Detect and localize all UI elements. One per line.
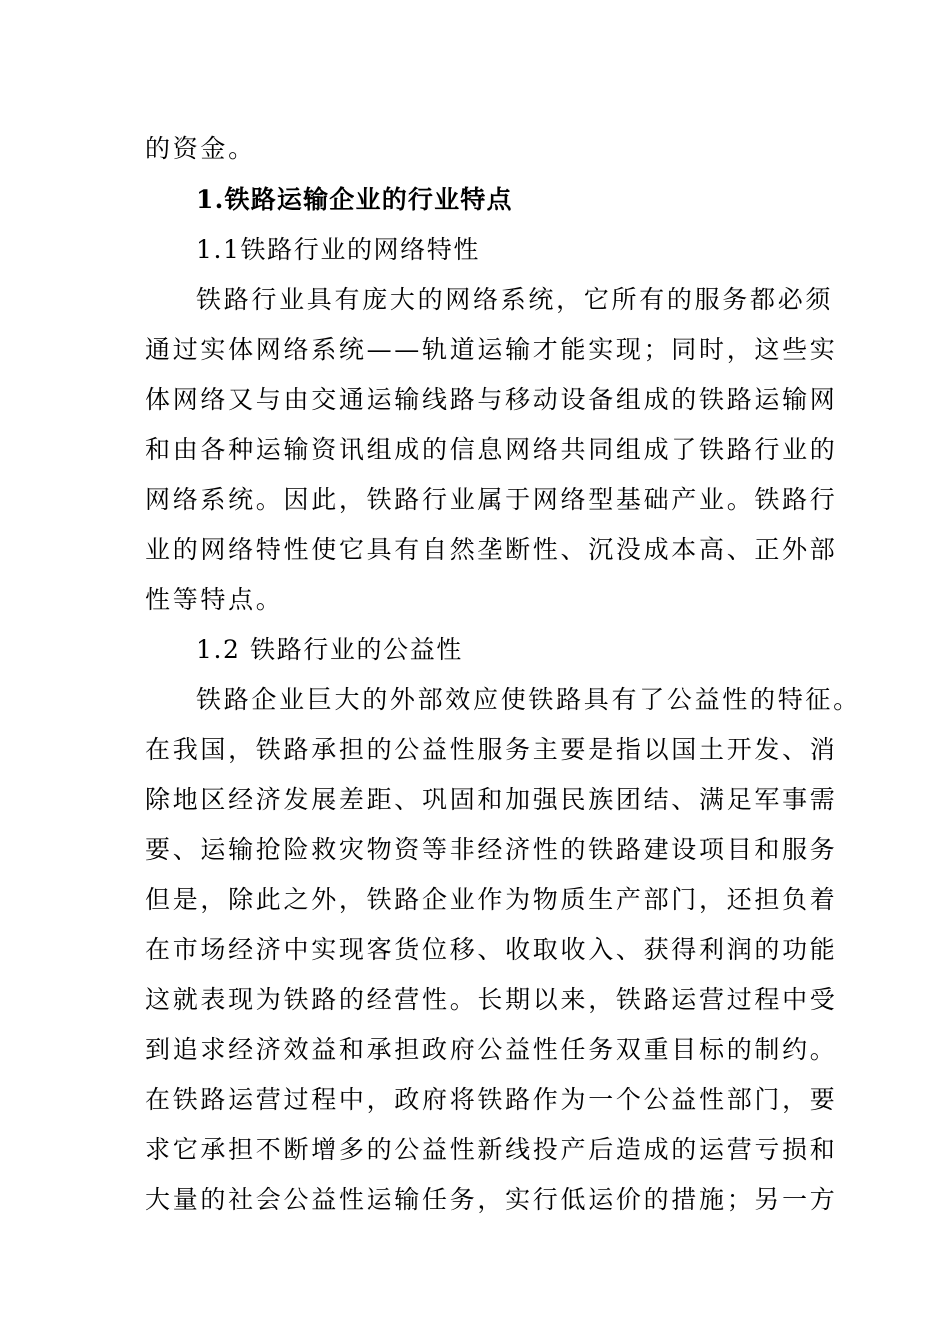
paragraph-2-line: 要、运输抢险救灾物资等非经济性的铁路建设项目和服务 — [145, 835, 838, 864]
paragraph-2-line: 求它承担不断增多的公益性新线投产后造成的运营亏损和 — [145, 1135, 838, 1164]
section-heading: 1.铁路运输企业的行业特点 — [196, 185, 513, 214]
subsection-heading-1-2: 1.2 铁路行业的公益性 — [196, 635, 463, 664]
paragraph-2-line: 在市场经济中实现客货位移、收取收入、获得利润的功能 — [145, 935, 838, 964]
paragraph-1-line: 体网络又与由交通运输线路与移动设备组成的铁路运输网 — [145, 385, 838, 414]
paragraph-2-line: 这就表现为铁路的经营性。长期以来，铁路运营过程中受 — [145, 985, 838, 1014]
paragraph-2-line: 在我国，铁路承担的公益性服务主要是指以国土开发、消 — [145, 735, 838, 764]
paragraph-2-line: 除地区经济发展差距、巩固和加强民族团结、满足军事需 — [145, 785, 838, 814]
paragraph-1-line: 和由各种运输资讯组成的信息网络共同组成了铁路行业的 — [145, 435, 838, 464]
paragraph-2-line: 但是，除此之外，铁路企业作为物质生产部门，还担负着 — [145, 885, 838, 914]
paragraph-2-line: 铁路企业巨大的外部效应使铁路具有了公益性的特征。 — [196, 685, 861, 714]
paragraph-1-line: 性等特点。 — [145, 585, 284, 614]
paragraph-2-line: 在铁路运营过程中，政府将铁路作为一个公益性部门，要 — [145, 1085, 838, 1114]
paragraph-1-line: 铁路行业具有庞大的网络系统，它所有的服务都必须 — [196, 285, 834, 314]
paragraph-2-line: 大量的社会公益性运输任务，实行低运价的措施；另一方 — [145, 1185, 838, 1214]
paragraph-1-line: 业的网络特性使它具有自然垄断性、沉没成本高、正外部 — [145, 535, 838, 564]
paragraph-1-line: 通过实体网络系统——轨道运输才能实现；同时，这些实 — [145, 335, 838, 364]
paragraph-1-line: 网络系统。因此，铁路行业属于网络型基础产业。铁路行 — [145, 485, 838, 514]
continuation-text: 的资金。 — [145, 134, 256, 163]
subsection-heading-1-1: 1.1铁路行业的网络特性 — [196, 235, 480, 264]
paragraph-2-line: 到追求经济效益和承担政府公益性任务双重目标的制约。 — [145, 1035, 838, 1064]
